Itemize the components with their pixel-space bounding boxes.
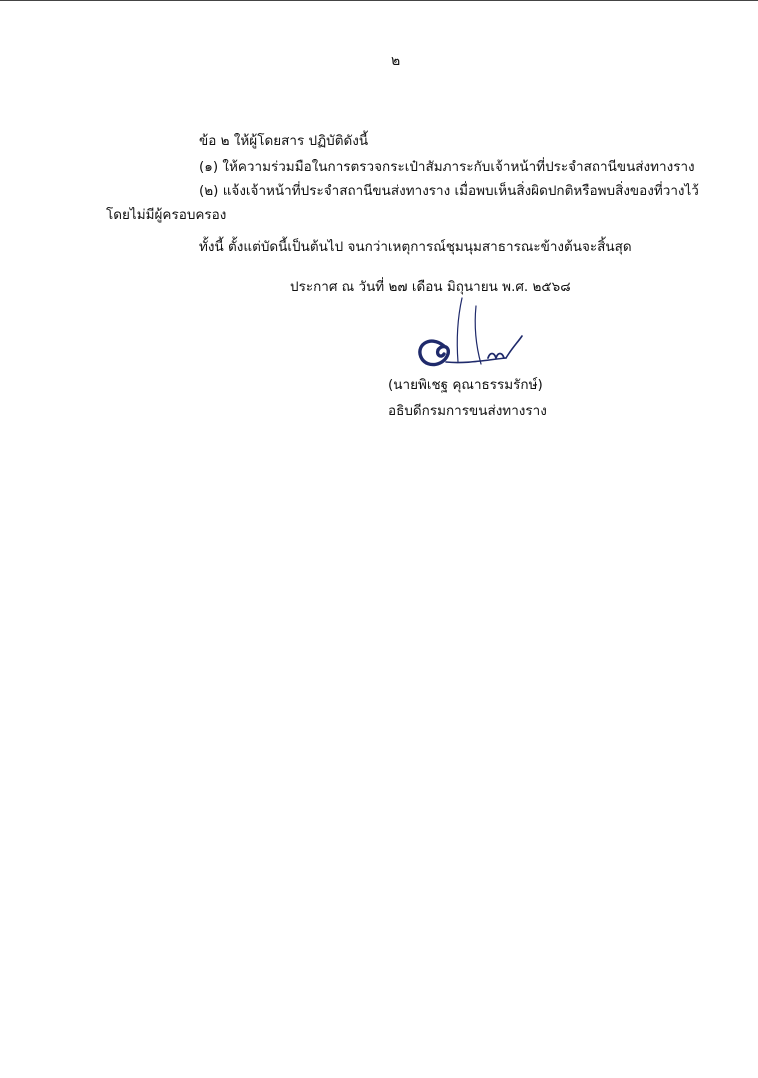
page-number: ๒ [391,53,401,69]
signatory-name: (นายพิเชฐ คุณาธรรมรักษ์) [388,377,543,393]
clause-2-item-2: (๒) แจ้งเจ้าหน้าที่ประจำสถานีขนส่งทางราง เมื่อพบเห็นสิ่งผิดปกติหรือพบสิ่งของที่วางไว้ [199,183,699,199]
announcement-date: ประกาศ ณ วันที่ ๒๗ เดือน มิถุนายน พ.ศ. ๒๕๖๘ [290,279,571,295]
clause-2-heading: ข้อ ๒ ให้ผู้โดยสาร ปฏิบัติดังนี้ [199,133,369,149]
effective-period-statement: ทั้งนี้ ตั้งแต่บัดนี้เป็นต้นไป จนกว่าเหตุการณ์ชุมนุมสาธารณะข้างต้นจะสิ้นสุด [199,239,632,255]
clause-2-item-2-continuation: โดยไม่มีผู้ครอบครอง [106,207,227,223]
page-top-border [0,0,758,1]
clause-2-item-1: (๑) ให้ความร่วมมือในการตรวจกระเป๋าสัมภาระกับเจ้าหน้าที่ประจำสถานีขนส่งทางราง [199,159,695,175]
signature-icon [406,296,536,374]
signatory-position: อธิบดีกรมการขนส่งทางราง [388,403,547,419]
